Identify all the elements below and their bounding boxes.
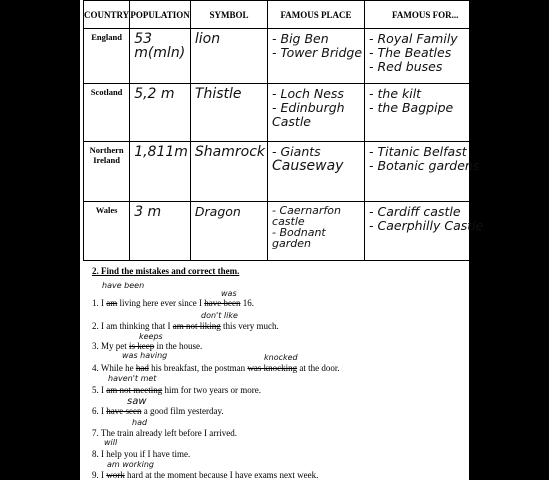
struck-text: was knocking [247,363,298,373]
struck-text: work [106,470,125,480]
sentence-text: I help you if I have time. [101,449,191,459]
table-row [84,84,486,142]
list-item: garden [272,237,311,250]
list-item: - Royal Family [369,31,458,46]
sentence-9 [92,470,318,480]
sentence-text: in the house. [154,341,203,351]
header-population: POPULATION [130,1,191,29]
famous-for-cell [365,84,486,142]
symbol-cell: Thistle [190,84,267,142]
header-famous-for: FAMOUS FOR... [365,1,486,29]
handwritten-correction: am working [107,460,154,469]
list-item: - Titanic Belfast [369,144,467,159]
symbol-cell: Dragon [190,202,267,261]
struck-text: am [106,298,118,308]
sentence-6 [92,406,224,416]
symbol-cell: lion [190,29,267,84]
population-cell: 53 m(mln) [130,29,191,84]
sentence-text: I [101,406,107,416]
sentence-text: at the door. [297,363,340,373]
famous-place-cell [268,142,365,202]
sentence-text: living here ever since I [117,298,205,308]
list-item: - the Bagpipe [369,100,454,115]
header-country: COUNTRY [84,1,130,29]
sentence-text: The train already left before I arrived. [100,428,238,438]
list-item: - Loch Ness [272,86,344,101]
sentence-text: a good film yesterday. [141,406,224,416]
struck-text: am not meeting [106,385,163,395]
sentence-text: 16. [240,298,254,308]
list-item: - Tower Bridge [272,45,363,60]
struck-text: have been [204,298,241,308]
handwritten-correction: was having [122,351,168,360]
sentence-4 [92,363,340,373]
sentence-text: I [101,385,107,395]
country-cell: Scotland [84,84,130,142]
population-cell: 1,811m [130,142,191,202]
handwritten-correction: had [132,418,148,427]
handwritten-correction: will [104,438,118,447]
list-item: - Caerphilly Castle [369,218,484,233]
sentence-number: 6. [92,406,99,416]
table-row [84,29,486,84]
list-item: - Red buses [369,59,443,74]
sentence-2 [92,321,279,331]
handwritten-correction: don't like [201,311,238,320]
famous-for-cell [365,29,486,84]
handwritten-correction: saw [127,396,147,407]
handwritten-correction: haven't met [108,374,157,383]
table-header-row [84,1,486,29]
sentence-number: 2. [92,321,99,331]
list-item: castle [272,215,305,228]
sentence-text: I [101,470,107,480]
sentence-text: him for two years or more. [162,385,261,395]
sentence-number: 5. [92,385,99,395]
sentence-text: this very much. [220,321,279,331]
list-item: Causeway [272,158,344,174]
sentence-text: hard at the moment because I have exams next week. [124,470,319,480]
famous-for-cell [365,142,486,202]
list-item: - Edinburgh [272,100,345,115]
sentence-7 [92,428,237,438]
famous-for-cell [365,202,486,261]
handwritten-correction: keeps [139,332,163,341]
list-item: - Caernarfon [272,204,342,217]
list-item: - Bodnant [272,226,326,239]
sentence-text: his breakfast, the postman [148,363,248,373]
sentence-3 [92,341,202,351]
list-item: - Cardiff castle [369,204,461,219]
list-item: - Giants [272,144,321,159]
famous-place-cell [268,29,365,84]
famous-place-cell [268,84,365,142]
struck-text: am not liking [172,321,221,331]
list-item: - The Beatles [369,45,452,60]
sentence-8 [92,449,190,459]
struck-text: have seen [106,406,142,416]
country-cell: Northern Ireland [84,142,130,202]
handwritten-correction: have been [102,281,145,290]
country-cell: England [84,29,130,84]
famous-place-cell [268,202,365,261]
struck-text: is keep [129,341,155,351]
sentence-text: I am thinking that I [101,321,173,331]
handwritten-correction: knocked [264,353,298,362]
list-item: - the kilt [369,86,422,101]
header-famous-place: FAMOUS PLACE [268,1,365,29]
sentence-number: 7. [92,428,99,438]
sentence-text: I [101,298,107,308]
sentence-number: 3. [92,341,99,351]
list-item: - Big Ben [272,31,329,46]
sentence-number: 4. [92,363,99,373]
symbol-cell: Shamrock [190,142,267,202]
sentence-text: While he [100,363,136,373]
exercise-title: 2. Find the mistakes and correct them. [92,266,240,276]
countries-table [83,0,486,261]
sentence-number: 8. [92,449,99,459]
population-cell: 3 m [130,202,191,261]
worksheet-page [80,0,484,480]
struck-text: had [135,363,149,373]
population-cell: 5,2 m [130,84,191,142]
list-item: Castle [272,114,311,129]
table-row [84,142,486,202]
sentence-number: 1. [92,298,99,308]
country-cell: Wales [84,202,130,261]
sentence-text: My pet [101,341,129,351]
sentence-number: 9. [92,470,99,480]
sentence-5 [92,385,261,395]
sentence-1 [92,298,254,308]
table-row [84,202,486,261]
list-item: - Botanic gardens [369,158,480,173]
header-symbol: SYMBOL [190,1,267,29]
handwritten-correction: was [221,289,237,298]
